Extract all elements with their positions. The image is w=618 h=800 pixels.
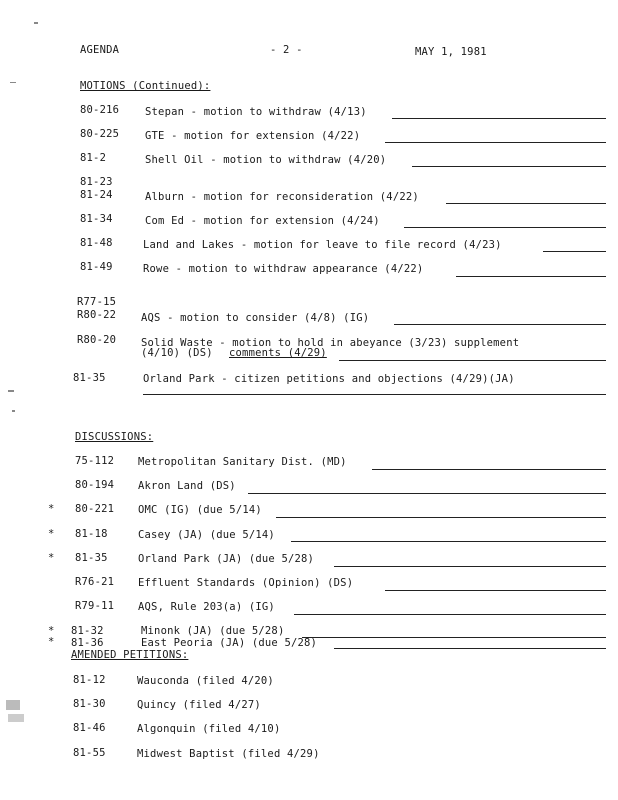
- blank-line: [143, 394, 606, 395]
- motion-text: Stepan - motion to withdraw (4/13): [145, 106, 367, 118]
- petition-text: Quincy (filed 4/27): [137, 699, 261, 711]
- blank-line: [276, 517, 606, 518]
- blank-line: [385, 142, 606, 143]
- header-date: MAY 1, 1981: [415, 46, 487, 58]
- docket-number: 81-34: [80, 213, 113, 225]
- docket-number: 80-216: [80, 104, 120, 116]
- motion-text: GTE - motion for extension (4/22): [145, 130, 361, 142]
- docket-number: 80-221: [75, 503, 115, 515]
- blank-line: [334, 648, 606, 649]
- discussion-text: OMC (IG) (due 5/14): [138, 504, 262, 516]
- blank-line: [385, 590, 606, 591]
- docket-number-2: 81-24: [80, 189, 113, 201]
- discussion-text: Orland Park (JA) (due 5/28): [138, 553, 315, 565]
- blank-line: [291, 541, 606, 542]
- blank-line: [456, 276, 606, 277]
- petition-text: Wauconda (filed 4/20): [137, 675, 274, 687]
- petition-text: Algonquin (filed 4/10): [137, 723, 281, 735]
- agenda-star: *: [48, 528, 55, 540]
- blank-line: [248, 493, 606, 494]
- blank-line: [294, 614, 606, 615]
- scan-speck: [10, 82, 16, 83]
- docket-number-2: R80-22: [77, 309, 117, 321]
- docket-number: 80-225: [80, 128, 120, 140]
- docket-number: R80-20: [77, 334, 117, 346]
- docket-number: 81-2: [80, 152, 107, 164]
- agenda-star: *: [48, 503, 55, 515]
- docket-number: 81-49: [80, 261, 113, 273]
- motion-text-line2b: comments (4/29): [229, 347, 327, 359]
- docket-number: 75-112: [75, 455, 115, 467]
- agenda-star: *: [48, 625, 55, 637]
- motion-text: Com Ed - motion for extension (4/24): [145, 215, 380, 227]
- discussion-text: Minonk (JA) (due 5/28): [141, 625, 285, 637]
- motion-text: AQS - motion to consider (4/8) (IG): [141, 312, 370, 324]
- docket-number: 81-18: [75, 528, 108, 540]
- blank-line: [404, 227, 606, 228]
- docket-number: 80-194: [75, 479, 115, 491]
- discussion-text: Metropolitan Sanitary Dist. (MD): [138, 456, 347, 468]
- page-number: - 2 -: [270, 44, 303, 56]
- discussion-text: Akron Land (DS): [138, 480, 236, 492]
- docket-number: 81-30: [73, 698, 106, 710]
- motion-text: Alburn - motion for reconsideration (4/22): [145, 191, 419, 203]
- discussions-heading: DISCUSSIONS:: [75, 431, 154, 443]
- motion-text: Solid Waste - motion to hold in abeyance (3/23) supplement: [141, 337, 520, 349]
- docket-number: R79-11: [75, 600, 115, 612]
- docket-number: 81-35: [75, 552, 108, 564]
- motion-text-line2a: (4/10) (DS): [141, 347, 213, 359]
- docket-number: 81-36: [71, 637, 104, 649]
- motion-text: Orland Park - citizen petitions and objections (4/29)(JA): [143, 373, 515, 385]
- blank-line: [392, 118, 606, 119]
- motion-text: Rowe - motion to withdraw appearance (4/22): [143, 263, 424, 275]
- blank-line: [543, 251, 606, 252]
- motion-text: Shell Oil - motion to withdraw (4/20): [145, 154, 387, 166]
- discussion-text: Effluent Standards (Opinion) (DS): [138, 577, 354, 589]
- header-left: AGENDA: [80, 44, 120, 56]
- scan-speck: [12, 410, 15, 412]
- amended-heading: AMENDED PETITIONS:: [71, 649, 189, 661]
- scan-speck: [8, 714, 24, 722]
- scan-speck: [6, 700, 20, 710]
- discussion-text: AQS, Rule 203(a) (IG): [138, 601, 275, 613]
- docket-number: R77-15: [77, 296, 117, 308]
- blank-line: [394, 324, 606, 325]
- docket-number: 81-48: [80, 237, 113, 249]
- discussion-text: Casey (JA) (due 5/14): [138, 529, 275, 541]
- docket-number: 81-46: [73, 722, 106, 734]
- blank-line: [446, 203, 606, 204]
- agenda-star: *: [48, 552, 55, 564]
- scan-speck: [8, 390, 14, 392]
- discussion-text: East Peoria (JA) (due 5/28): [141, 637, 318, 649]
- docket-number: 81-55: [73, 747, 106, 759]
- scan-speck: [34, 22, 38, 24]
- docket-number: 81-32: [71, 625, 104, 637]
- docket-number: R76-21: [75, 576, 115, 588]
- blank-line: [339, 360, 606, 361]
- motion-text: Land and Lakes - motion for leave to file record (4/23): [143, 239, 502, 251]
- motions-heading: MOTIONS (Continued):: [80, 80, 211, 92]
- blank-line: [412, 166, 606, 167]
- docket-number: 81-12: [73, 674, 106, 686]
- agenda-star: *: [48, 636, 55, 648]
- blank-line: [302, 637, 606, 638]
- petition-text: Midwest Baptist (filed 4/29): [137, 748, 320, 760]
- docket-number: 81-23: [80, 176, 113, 188]
- docket-number: 81-35: [73, 372, 106, 384]
- blank-line: [334, 566, 606, 567]
- blank-line: [372, 469, 606, 470]
